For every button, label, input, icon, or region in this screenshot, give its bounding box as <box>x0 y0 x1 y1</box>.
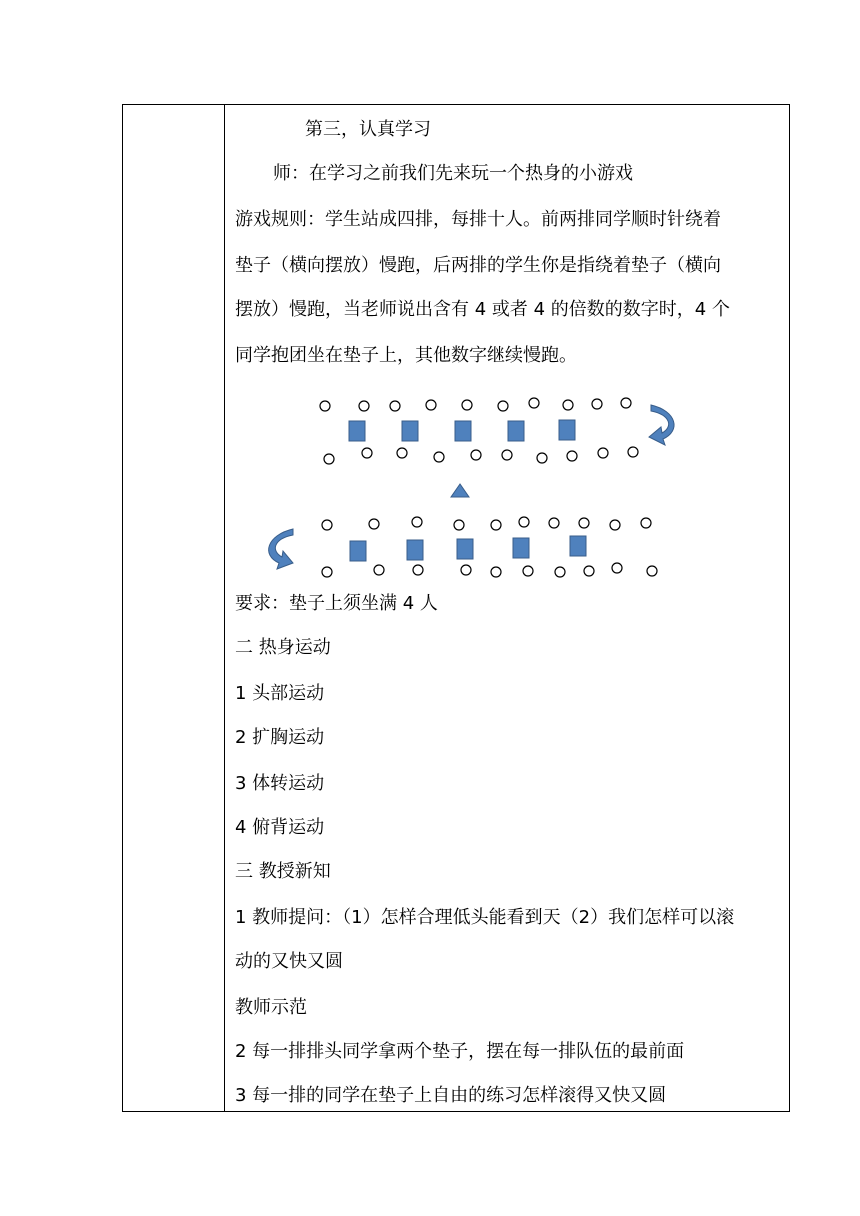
section-title: 第三，认真学习 <box>305 119 431 140</box>
rules-line-2: 垫子（横向摆放）慢跑，后两排的学生你是指绕着垫子（横向 <box>235 255 721 276</box>
requirement-line: 要求：垫子上须坐满 4 人 <box>235 593 438 614</box>
rules-line-1: 游戏规则：学生站成四排，每排十人。前两排同学顺时针绕着 <box>235 209 721 230</box>
teacher-triangle <box>451 484 469 497</box>
warmup-item-2: 2 扩胸运动 <box>235 727 325 748</box>
bottom-mats <box>350 536 586 561</box>
warmup-item-1: 1 头部运动 <box>235 683 325 704</box>
content-cell <box>225 105 789 1111</box>
bottom-row-1-circles <box>322 517 651 530</box>
rules-line-4: 同学抱团坐在垫子上，其他数字继续慢跑。 <box>235 345 577 366</box>
new-knowledge-heading: 三 教授新知 <box>235 861 331 882</box>
top-row-2-circles <box>324 447 638 464</box>
teacher-line: 师：在学习之前我们先来玩一个热身的小游戏 <box>273 163 633 184</box>
top-mats <box>349 420 575 441</box>
warmup-item-3: 3 体转运动 <box>235 773 325 794</box>
warmup-heading: 二 热身运动 <box>235 637 331 658</box>
item-1-line-2: 动的又快又圆 <box>235 951 343 972</box>
rules-line-3: 摆放）慢跑，当老师说出含有 4 或者 4 的倍数的数字时，4 个 <box>235 299 730 320</box>
bottom-row-2-circles <box>322 563 657 577</box>
top-row-1-circles <box>320 398 631 411</box>
demo-line: 教师示范 <box>235 997 307 1018</box>
warmup-item-4: 4 俯背运动 <box>235 817 325 838</box>
item-3-line: 3 每一排的同学在垫子上自由的练习怎样滚得又快又圆 <box>235 1085 667 1106</box>
counterclockwise-arrow-icon <box>269 529 293 569</box>
left-column-cell <box>123 105 225 1111</box>
clockwise-arrow-icon <box>649 405 674 445</box>
lesson-table <box>122 104 790 1112</box>
formation-diagram <box>225 385 791 585</box>
item-2-line: 2 每一排排头同学拿两个垫子，摆在每一排队伍的最前面 <box>235 1041 685 1062</box>
item-1-line-1: 1 教师提问：（1）怎样合理低头能看到天（2）我们怎样可以滚 <box>235 907 735 928</box>
